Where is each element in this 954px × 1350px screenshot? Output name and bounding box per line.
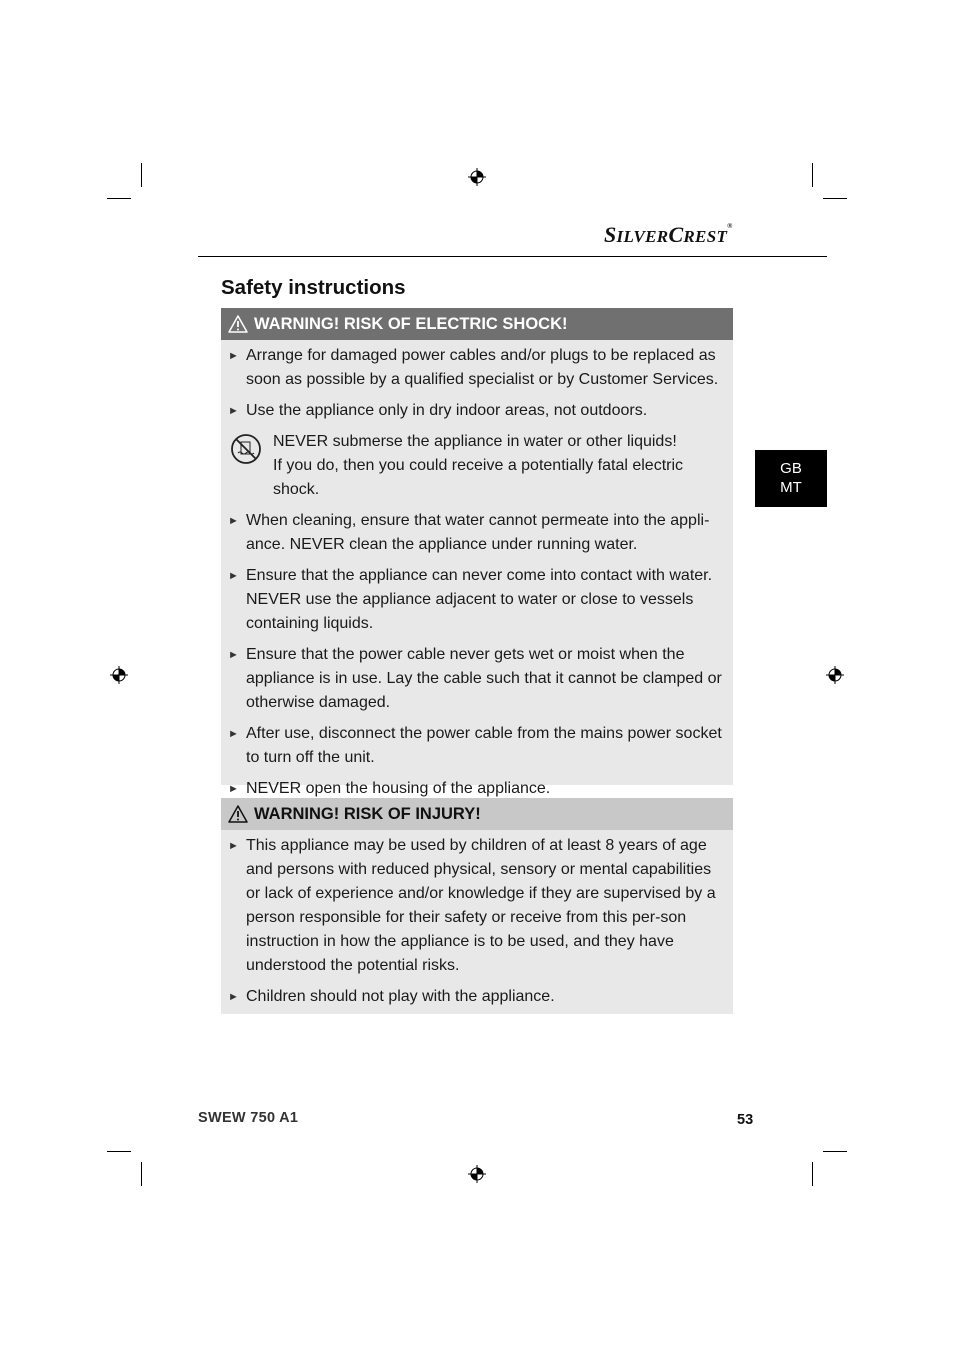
language-code: GB (780, 460, 802, 477)
crop-mark (141, 163, 142, 187)
warning-heading-text: WARNING! RISK OF INJURY! (254, 804, 481, 823)
brand-logo: SILVERCREST® (604, 222, 733, 247)
bullet-arrow-icon: ► (228, 350, 239, 362)
bullet-arrow-icon: ► (228, 783, 239, 795)
warning-electric-heading (221, 308, 733, 340)
crop-mark (812, 163, 813, 187)
registration-mark-icon (468, 168, 486, 186)
crop-mark (823, 198, 847, 199)
list-item: ► NEVER open the housing of the appliance. (221, 777, 733, 801)
bullet-arrow-icon: ► (228, 515, 239, 527)
list-item: ► Arrange for damaged power cables and/or plugs to be replaced as soon as possible by a qualified specialist or by Customer Services. (221, 344, 733, 392)
no-immersion-line: If you do, then you could receive a potentially fatal electric shock. (273, 457, 684, 498)
crop-mark (812, 1162, 813, 1186)
warning-triangle-icon (228, 805, 248, 823)
registration-mark-icon (110, 666, 128, 684)
bullet-arrow-icon: ► (228, 649, 239, 661)
bullet-arrow-icon: ► (228, 570, 239, 582)
header-rule (198, 256, 827, 257)
list-item: ► Ensure that the appliance can never come into contact with water. NEVER use the appliance adjacent to water or close to vessels containing liquids. (221, 564, 733, 636)
list-item: ► After use, disconnect the power cable from the mains power socket to turn off the unit. (221, 722, 733, 770)
registration-mark-icon (468, 1165, 486, 1183)
bullet-arrow-icon: ► (228, 405, 239, 417)
page-number: 53 (737, 1112, 754, 1128)
registration-mark-icon (826, 666, 844, 684)
list-item: ► Children should not play with the appliance. (221, 985, 733, 1009)
crop-mark (107, 1151, 131, 1152)
no-immersion-line: NEVER submerse the appliance in water or other liquids! (273, 433, 677, 450)
crop-mark (107, 198, 131, 199)
bullet-arrow-icon: ► (228, 728, 239, 740)
no-immersion-icon (230, 433, 262, 465)
footer-model: SWEW 750 A1 (198, 1110, 299, 1126)
crop-mark (141, 1162, 142, 1186)
warning-injury-box (221, 798, 733, 1014)
list-item: ► Use the appliance only in dry indoor areas, not outdoors. (221, 399, 733, 423)
crop-mark (823, 1151, 847, 1152)
list-item: ► When cleaning, ensure that water cannot permeate into the appli-ance. NEVER clean the appliance under running water. (221, 509, 733, 557)
bullet-arrow-icon: ► (228, 991, 239, 1003)
warning-electric-box (221, 308, 733, 797)
warning-triangle-icon (228, 315, 248, 333)
list-item: ► This appliance may be used by children of at least 8 years of age and persons with reduced physical, sensory or mental capabilities or lack of experience and/or knowledge if they are supervised by a person responsible for their safety or receive from this per-son instruction in how the appliance is to be used, and they have understood the potential risks. (221, 834, 733, 978)
warning-injury-heading (221, 798, 733, 830)
language-code: MT (780, 479, 802, 496)
warning-heading-text: WARNING! RISK OF ELECTRIC SHOCK! (254, 314, 568, 333)
list-item: ► Ensure that the power cable never gets wet or moist when the appliance is in use. Lay the cable such that it cannot be clamped or otherwise damaged. (221, 643, 733, 715)
page-title: Safety instructions (221, 276, 406, 299)
bullet-arrow-icon: ► (228, 840, 239, 852)
no-immersion-notice (221, 430, 733, 502)
language-tab (755, 450, 827, 507)
